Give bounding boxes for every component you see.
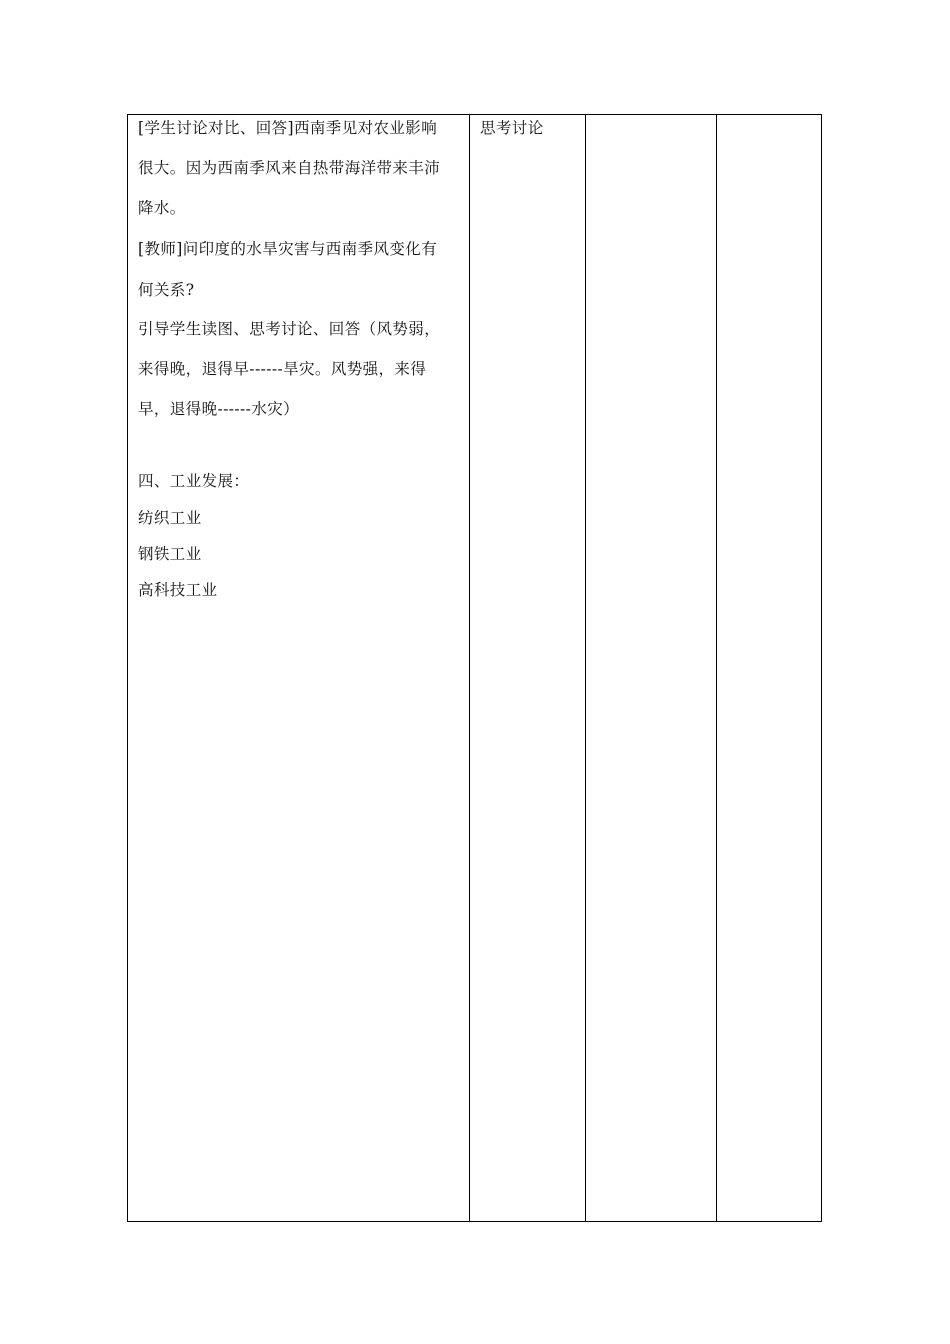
text-line: 引导学生读图、思考讨论、回答（风势弱， bbox=[138, 320, 441, 338]
list-item: 纺织工业 bbox=[138, 509, 202, 527]
list-item: 钢铁工业 bbox=[138, 545, 202, 563]
text-line: 来得晚，退得早------旱灾。风势强，来得 bbox=[138, 360, 427, 378]
empty-cell bbox=[717, 115, 821, 1221]
text-line: 早，退得晚------水灾） bbox=[138, 400, 300, 418]
teaching-content-cell bbox=[128, 115, 470, 1221]
empty-cell bbox=[586, 115, 717, 1221]
lesson-table bbox=[127, 114, 822, 1222]
text-line: 很大。因为西南季风来自热带海洋带来丰沛 bbox=[138, 159, 441, 177]
section-heading: 四、工业发展： bbox=[138, 472, 250, 490]
text-line: 降水。 bbox=[138, 199, 186, 217]
text-line: 何关系? bbox=[138, 281, 195, 299]
list-item: 高科技工业 bbox=[138, 581, 218, 599]
activity-text: 思考讨论 bbox=[480, 119, 544, 137]
text-line: [教师]问印度的水旱灾害与西南季风变化有 bbox=[138, 240, 438, 258]
text-line: [学生讨论对比、回答]西南季见对农业影响 bbox=[138, 119, 438, 137]
student-activity-cell bbox=[470, 115, 586, 1221]
